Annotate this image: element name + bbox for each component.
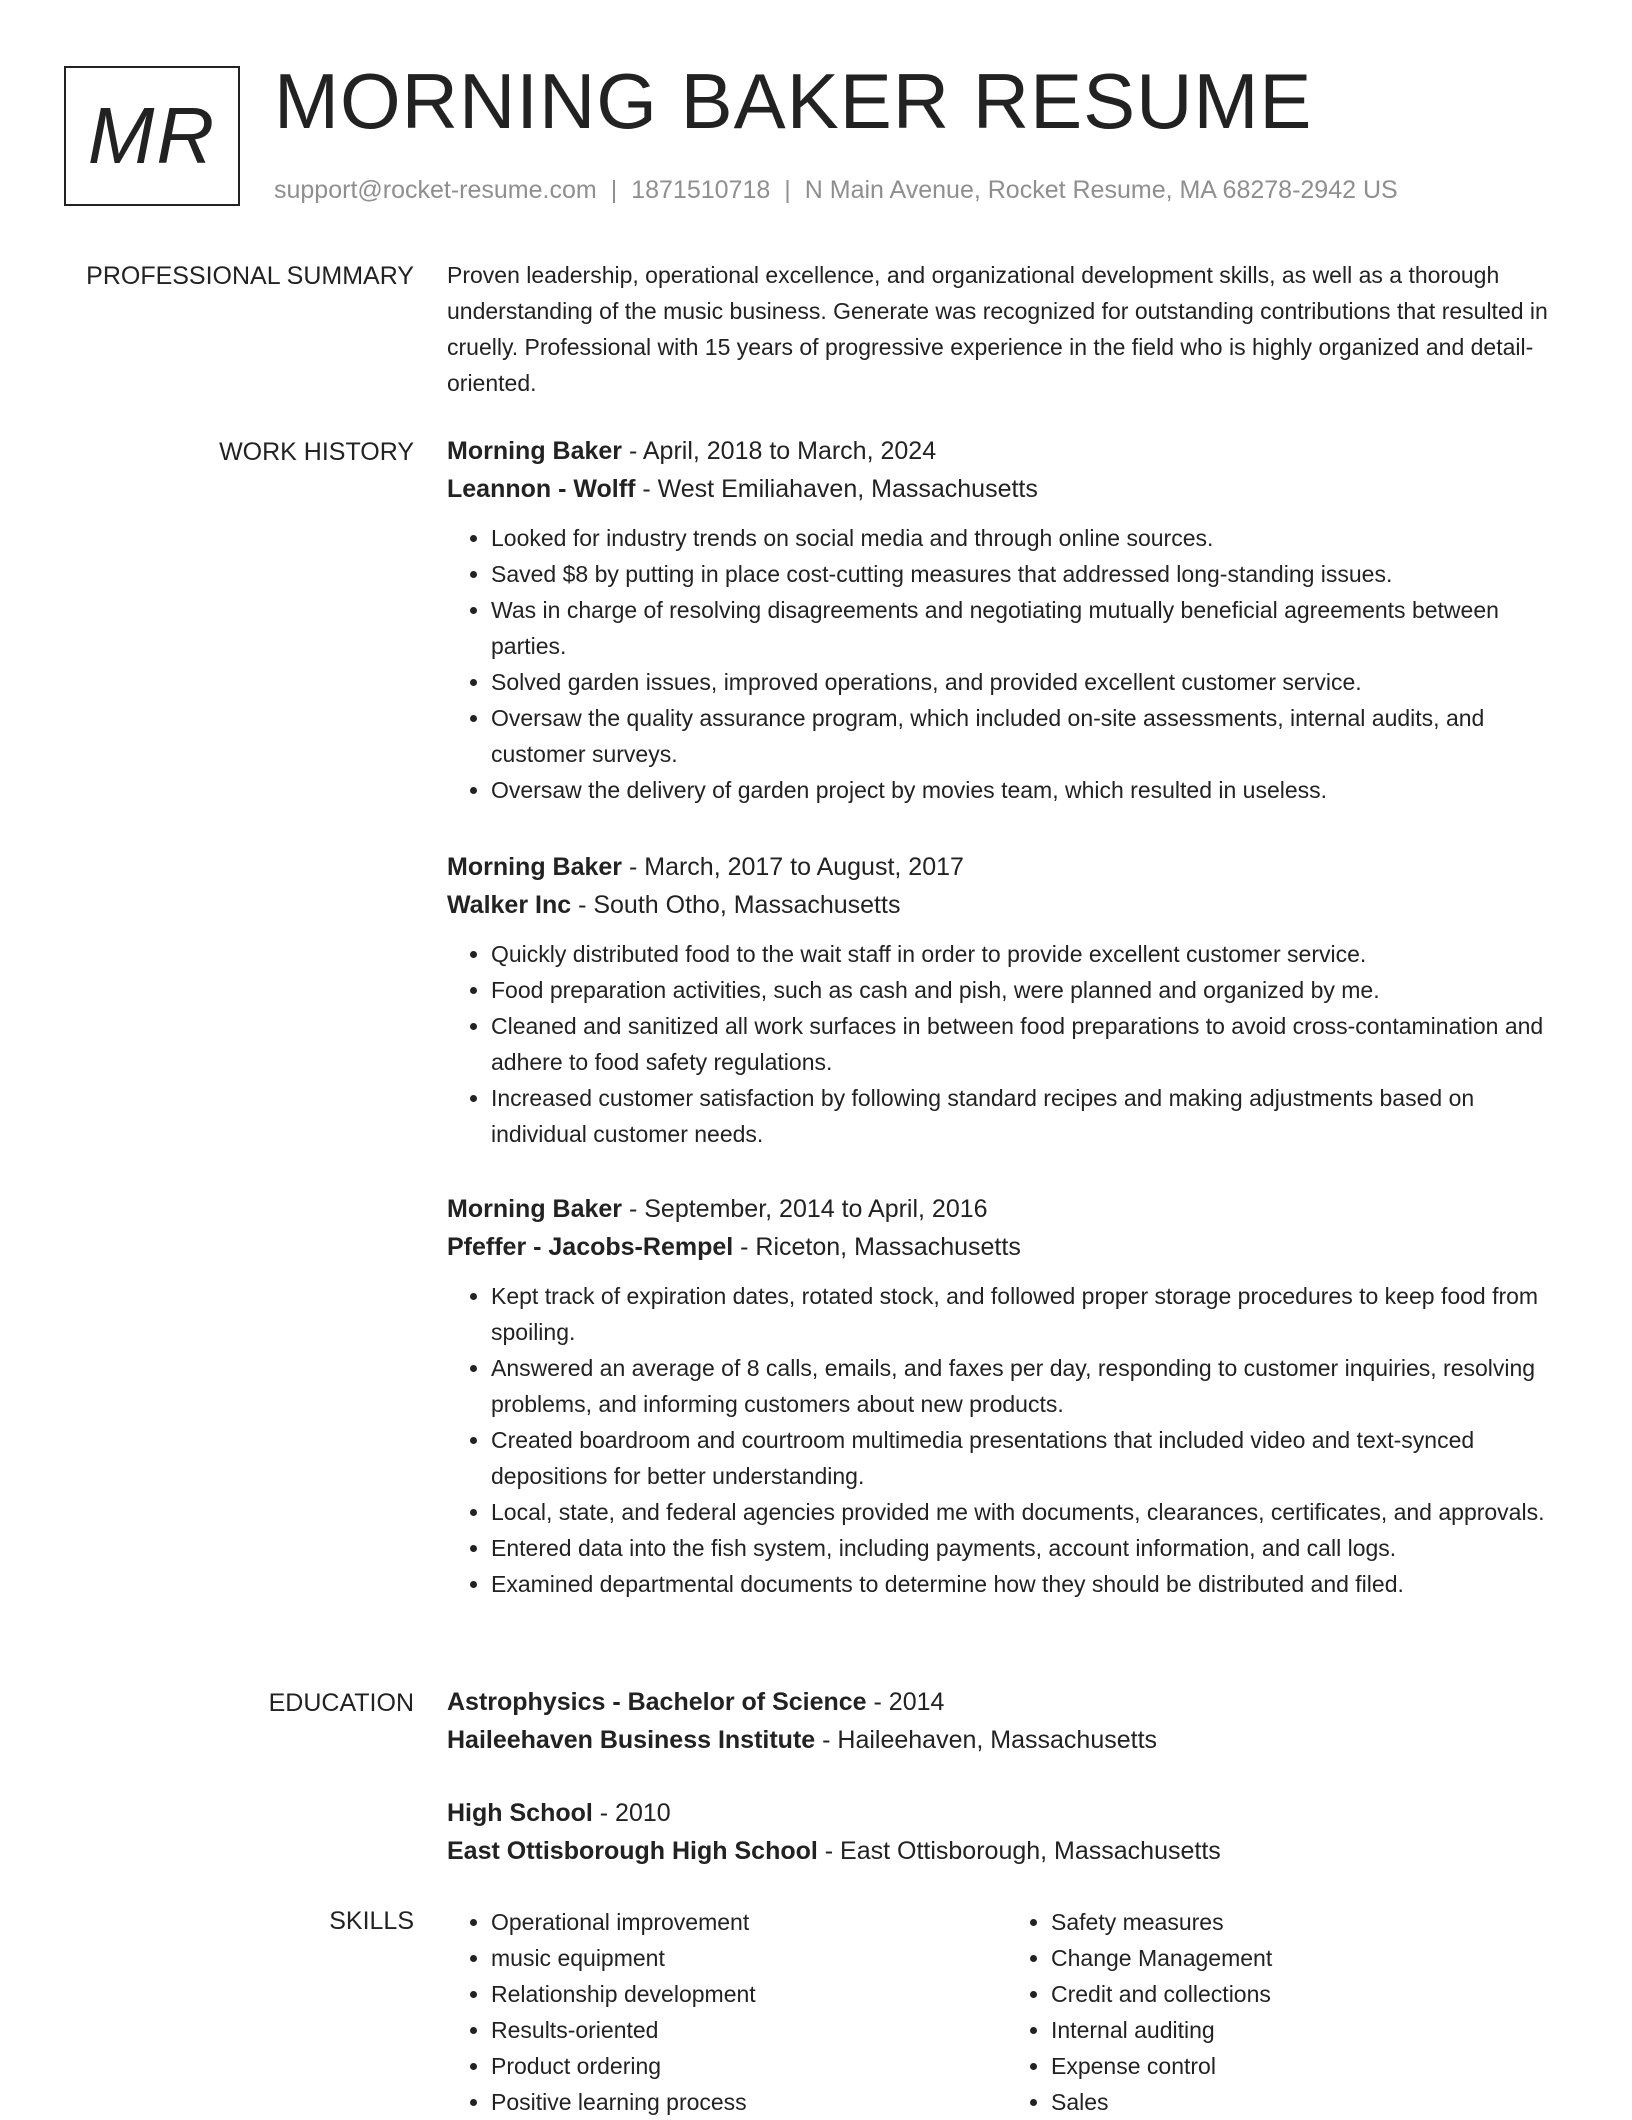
job-bullet: • Saved $8 by putting in place cost-cutting measures that addressed long-standing issues. bbox=[491, 556, 1567, 592]
job-bullet: • Increased customer satisfaction by following standard recipes and making adjustments based on individual customer needs. bbox=[491, 1080, 1567, 1152]
summary-heading: PROFESSIONAL SUMMARY bbox=[86, 262, 414, 290]
job-title-line bbox=[447, 432, 1567, 470]
contact-line bbox=[274, 174, 1398, 206]
skill-item: • Positive learning process bbox=[491, 2084, 1007, 2120]
job-bullets bbox=[447, 520, 1567, 808]
job-bullet: • Quickly distributed food to the wait staff in order to provide excellent customer service. bbox=[491, 936, 1567, 972]
job-bullet: • Was in charge of resolving disagreements and negotiating mutually beneficial agreements between parties. bbox=[491, 592, 1567, 664]
education-degree: Astrophysics - Bachelor of Science bbox=[447, 1688, 867, 1716]
education-entry bbox=[447, 1794, 1567, 1870]
skills-heading: SKILLS bbox=[329, 1907, 414, 1935]
skill-item: • Sales bbox=[1051, 2084, 1567, 2120]
job-title-line bbox=[447, 1190, 1567, 1228]
skills-right-column bbox=[1007, 1904, 1567, 2120]
job-entry bbox=[447, 1190, 1567, 1602]
education-location: - East Ottisborough, Massachusetts bbox=[817, 1837, 1221, 1865]
education-school: Haileehaven Business Institute bbox=[447, 1726, 816, 1754]
job-company: Leannon - Wolff bbox=[447, 475, 636, 503]
resume-title: MORNING BAKER RESUME bbox=[274, 57, 1313, 145]
job-dates: - April, 2018 to March, 2024 bbox=[622, 437, 937, 465]
job-company-line bbox=[447, 470, 1567, 508]
education-degree-line bbox=[447, 1683, 1567, 1721]
skill-item: • Internal auditing bbox=[1051, 2012, 1567, 2048]
job-location: - Riceton, Massachusetts bbox=[733, 1233, 1021, 1261]
job-bullet: • Oversaw the quality assurance program, which included on-site assessments, internal audits, and customer surveys. bbox=[491, 700, 1567, 772]
education-year: - 2014 bbox=[866, 1688, 945, 1716]
job-title: Morning Baker bbox=[447, 853, 623, 881]
job-company: Walker Inc bbox=[447, 891, 572, 919]
job-bullet: • Oversaw the delivery of garden project by movies team, which resulted in useless. bbox=[491, 772, 1567, 808]
job-bullets bbox=[447, 936, 1567, 1152]
education-year: - 2010 bbox=[592, 1799, 671, 1827]
skill-item: • Operational improvement bbox=[491, 1904, 1007, 1940]
job-title: Morning Baker bbox=[447, 1195, 623, 1223]
monogram-initials: MR bbox=[87, 91, 217, 180]
job-bullet: • Created boardroom and courtroom multimedia presentations that included video and text-synced depositions for better understanding. bbox=[491, 1422, 1567, 1494]
contact-email[interactable]: support@rocket-resume.com bbox=[274, 176, 597, 204]
job-entry bbox=[447, 848, 1567, 1152]
education-school-line bbox=[447, 1721, 1567, 1759]
job-company: Pfeffer - Jacobs-Rempel bbox=[447, 1233, 734, 1261]
education-degree: High School bbox=[447, 1799, 593, 1827]
job-bullet: • Local, state, and federal agencies provided me with documents, clearances, certificates, and approvals. bbox=[491, 1494, 1567, 1530]
skill-item: • Credit and collections bbox=[1051, 1976, 1567, 2012]
skill-item: • Change Management bbox=[1051, 1940, 1567, 1976]
job-bullets bbox=[447, 1278, 1567, 1602]
contact-separator: | bbox=[610, 176, 618, 204]
education-heading: EDUCATION bbox=[268, 1689, 414, 1717]
job-title-line bbox=[447, 848, 1567, 886]
job-bullet: • Looked for industry trends on social media and through online sources. bbox=[491, 520, 1567, 556]
job-location: - South Otho, Massachusetts bbox=[571, 891, 901, 919]
skills-section bbox=[447, 1904, 1567, 2120]
job-company-line bbox=[447, 886, 1567, 924]
skill-item: • Safety measures bbox=[1051, 1904, 1567, 1940]
job-company-line bbox=[447, 1228, 1567, 1266]
job-bullet: • Solved garden issues, improved operations, and provided excellent customer service. bbox=[491, 664, 1567, 700]
skills-left-column bbox=[447, 1904, 1007, 2120]
job-dates: - March, 2017 to August, 2017 bbox=[622, 853, 964, 881]
skill-item: • music equipment bbox=[491, 1940, 1007, 1976]
job-entry bbox=[447, 432, 1567, 808]
contact-address: N Main Avenue, Rocket Resume, MA 68278-2942 US bbox=[804, 176, 1398, 204]
monogram-logo bbox=[64, 66, 240, 206]
job-title: Morning Baker bbox=[447, 437, 623, 465]
skill-item: • Product ordering bbox=[491, 2048, 1007, 2084]
job-bullet: • Cleaned and sanitized all work surfaces in between food preparations to avoid cross-contamination and adhere to food safety regulations. bbox=[491, 1008, 1567, 1080]
summary-text: Proven leadership, operational excellence, and organizational development skills, as well as a thorough understanding of the music business. Generate was recognized for outstanding contributions that resulted in cruelly. Professional with 15 years of progressive experience in the field who is highly organized and detail-oriented. bbox=[447, 262, 1548, 396]
job-location: - West Emiliahaven, Massachusetts bbox=[635, 475, 1038, 503]
summary-section bbox=[447, 257, 1567, 401]
education-school-line bbox=[447, 1832, 1567, 1870]
skill-item: • Results-oriented bbox=[491, 2012, 1007, 2048]
skill-item: • Expense control bbox=[1051, 2048, 1567, 2084]
education-degree-line bbox=[447, 1794, 1567, 1832]
education-school: East Ottisborough High School bbox=[447, 1837, 818, 1865]
job-bullet: • Kept track of expiration dates, rotated stock, and followed proper storage procedures to keep food from spoiling. bbox=[491, 1278, 1567, 1350]
skill-item: • Relationship development bbox=[491, 1976, 1007, 2012]
work-history-heading: WORK HISTORY bbox=[219, 438, 414, 466]
skills-columns bbox=[447, 1904, 1567, 2120]
job-bullet: • Food preparation activities, such as cash and pish, were planned and organized by me. bbox=[491, 972, 1567, 1008]
job-bullet: • Answered an average of 8 calls, emails, and faxes per day, responding to customer inquiries, resolving problems, and informing customers about new products. bbox=[491, 1350, 1567, 1422]
education-location: - Haileehaven, Massachusetts bbox=[815, 1726, 1158, 1754]
contact-separator: | bbox=[784, 176, 791, 204]
contact-phone[interactable]: 1871510718 bbox=[631, 176, 771, 204]
job-dates: - September, 2014 to April, 2016 bbox=[622, 1195, 988, 1223]
job-bullet: • Entered data into the fish system, including payments, account information, and call logs. bbox=[491, 1530, 1567, 1566]
job-bullet: • Examined departmental documents to determine how they should be distributed and filed. bbox=[491, 1566, 1567, 1602]
education-entry bbox=[447, 1683, 1567, 1759]
